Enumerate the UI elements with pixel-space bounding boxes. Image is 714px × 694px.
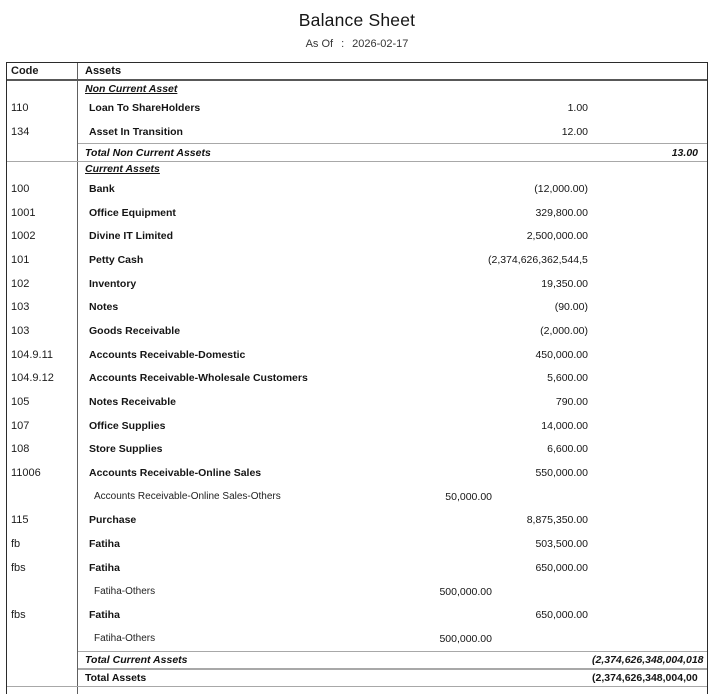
as-of-separator: :	[341, 38, 345, 50]
code-cell: 1001	[7, 201, 78, 225]
account-name: Divine IT Limited	[89, 230, 174, 243]
account-name: Inventory	[89, 277, 137, 290]
code-cell: fbs	[7, 603, 78, 627]
amount-value: 8,875,350.00	[526, 514, 588, 527]
assets-cell	[78, 556, 707, 580]
table-header-row	[7, 63, 707, 81]
sub-asset-row	[7, 580, 707, 604]
assets-cell	[78, 414, 707, 438]
amount-value: 500,000.00	[439, 632, 492, 645]
assets-cell	[78, 627, 707, 651]
code-cell: 134	[7, 120, 78, 144]
assets-cell	[78, 96, 707, 120]
code-cell: 101	[7, 248, 78, 272]
assets-cell	[78, 390, 707, 414]
code-cell: 100	[7, 177, 78, 201]
page-title: Balance Sheet	[298, 10, 416, 30]
asset-row	[7, 272, 707, 296]
assets-cell	[78, 509, 707, 533]
as-of-date: 2026-02-17	[352, 38, 409, 50]
asset-row	[7, 509, 707, 533]
account-name: Accounts Receivable-Domestic	[89, 348, 246, 361]
assets-cell	[78, 295, 707, 319]
account-name: Fatiha-Others	[94, 586, 156, 597]
code-cell	[7, 485, 78, 509]
account-name: Office Equipment	[89, 206, 176, 219]
account-name: Purchase	[89, 514, 137, 527]
account-name: Notes	[89, 301, 119, 314]
assets-cell	[78, 120, 707, 144]
account-name: Store Supplies	[89, 443, 163, 456]
amount-value: 14,000.00	[541, 419, 588, 432]
account-name: Total Assets	[85, 672, 147, 685]
asset-row	[7, 248, 707, 272]
assets-cell	[78, 319, 707, 343]
amount-value: 12.00	[561, 125, 588, 138]
account-name: Total Current Assets	[85, 654, 188, 667]
sub-asset-row	[7, 627, 707, 651]
assets-cell	[78, 485, 707, 509]
amount-value: 329,800.00	[535, 206, 588, 219]
grand-total-row	[7, 669, 707, 687]
account-name: Accounts Receivable-Online Sales	[89, 467, 262, 480]
section-label: Non Current Asset	[85, 82, 178, 95]
amount-value: 2,500,000.00	[526, 230, 588, 243]
asset-row	[7, 177, 707, 201]
code-cell	[7, 627, 78, 651]
assets-cell	[78, 143, 707, 161]
asset-row	[7, 438, 707, 462]
code-cell: 105	[7, 390, 78, 414]
amount-value: (2,374,626,348,004,018	[592, 654, 704, 667]
code-cell: 103	[7, 295, 78, 319]
assets-cell	[78, 651, 707, 670]
account-name: Loan To ShareHolders	[89, 101, 201, 114]
code-cell: fb	[7, 532, 78, 556]
amount-value: 13.00	[671, 146, 698, 159]
assets-cell	[78, 580, 707, 604]
assets-cell	[78, 343, 707, 367]
section-label: Current Assets	[85, 163, 160, 176]
amount-value: 450,000.00	[535, 348, 588, 361]
code-cell: 1002	[7, 224, 78, 248]
asset-row	[7, 603, 707, 627]
code-cell	[7, 669, 78, 686]
account-name: Fatiha	[89, 538, 120, 551]
amount-value: (2,374,626,362,544,5	[488, 253, 588, 266]
amount-value: 1.00	[567, 101, 588, 114]
account-name: Accounts Receivable-Online Sales-Others	[94, 491, 281, 503]
assets-cell	[78, 603, 707, 627]
assets-cell	[78, 272, 707, 296]
asset-row	[7, 390, 707, 414]
amount-value: 650,000.00	[535, 609, 588, 622]
code-cell: 103	[7, 319, 78, 343]
total-row	[7, 651, 707, 670]
code-cell: 108	[7, 438, 78, 462]
assets-cell	[78, 461, 707, 485]
amount-value: (2,374,626,348,004,00	[592, 672, 698, 685]
code-cell: 115	[7, 509, 78, 533]
code-cell: 110	[7, 96, 78, 120]
amount-value: 550,000.00	[535, 467, 588, 480]
code-cell: 104.9.12	[7, 366, 78, 390]
asset-row	[7, 343, 707, 367]
as-of-label: As Of	[305, 38, 334, 50]
asset-row	[7, 295, 707, 319]
amount-value: 650,000.00	[535, 561, 588, 574]
asset-row	[7, 366, 707, 390]
amount-value: 50,000.00	[445, 490, 492, 503]
assets-cell	[78, 532, 707, 556]
amount-value: 790.00	[555, 396, 588, 408]
as-of-line	[0, 38, 714, 50]
account-name: Notes Receivable	[89, 396, 176, 408]
code-cell	[7, 580, 78, 604]
table-rows	[7, 81, 707, 687]
asset-row	[7, 414, 707, 438]
amount-value: 5,600.00	[547, 372, 588, 385]
amount-value: (12,000.00)	[534, 182, 588, 195]
account-name: Goods Receivable	[89, 324, 181, 337]
code-cell	[7, 81, 78, 96]
header-code: Code	[7, 63, 78, 79]
balance-sheet-table	[6, 62, 708, 694]
asset-row	[7, 319, 707, 343]
assets-cell	[78, 201, 707, 225]
code-cell: 104.9.11	[7, 343, 78, 367]
sub-asset-row	[7, 485, 707, 509]
amount-value: 6,600.00	[547, 443, 588, 456]
section-header-row	[7, 81, 707, 96]
account-name: Petty Cash	[89, 253, 144, 266]
assets-cell	[78, 81, 707, 96]
amount-value: (90.00)	[554, 301, 588, 314]
asset-row	[7, 120, 707, 144]
asset-row	[7, 224, 707, 248]
table-tail-row	[7, 687, 707, 694]
assets-cell	[78, 248, 707, 272]
asset-row	[7, 532, 707, 556]
code-cell	[7, 651, 78, 670]
section-header-row	[7, 162, 707, 177]
account-name: Fatiha-Others	[94, 633, 156, 645]
amount-value: 500,000.00	[439, 585, 492, 598]
account-name: Asset In Transition	[89, 125, 183, 138]
total-row	[7, 143, 707, 162]
account-name: Fatiha	[89, 609, 120, 622]
asset-row	[7, 201, 707, 225]
code-cell	[7, 162, 78, 177]
assets-cell	[78, 669, 707, 686]
amount-value: 19,350.00	[541, 277, 588, 290]
asset-row	[7, 96, 707, 120]
assets-cell	[78, 162, 707, 177]
account-name: Total Non Current Assets	[85, 146, 211, 159]
code-cell: 102	[7, 272, 78, 296]
assets-cell	[78, 366, 707, 390]
amount-value: 503,500.00	[535, 538, 588, 551]
account-name: Fatiha	[89, 561, 120, 574]
code-cell	[7, 143, 78, 161]
header-assets: Assets	[85, 65, 122, 77]
account-name: Bank	[89, 182, 115, 195]
asset-row	[7, 461, 707, 485]
assets-cell	[78, 224, 707, 248]
account-name: Office Supplies	[89, 419, 166, 432]
assets-cell	[78, 438, 707, 462]
account-name: Accounts Receivable-Wholesale Customers	[89, 372, 308, 385]
code-cell: 11006	[7, 461, 78, 485]
asset-row	[7, 556, 707, 580]
code-cell: 107	[7, 414, 78, 438]
code-cell: fbs	[7, 556, 78, 580]
amount-value: (2,000.00)	[540, 324, 588, 337]
assets-cell	[78, 177, 707, 201]
